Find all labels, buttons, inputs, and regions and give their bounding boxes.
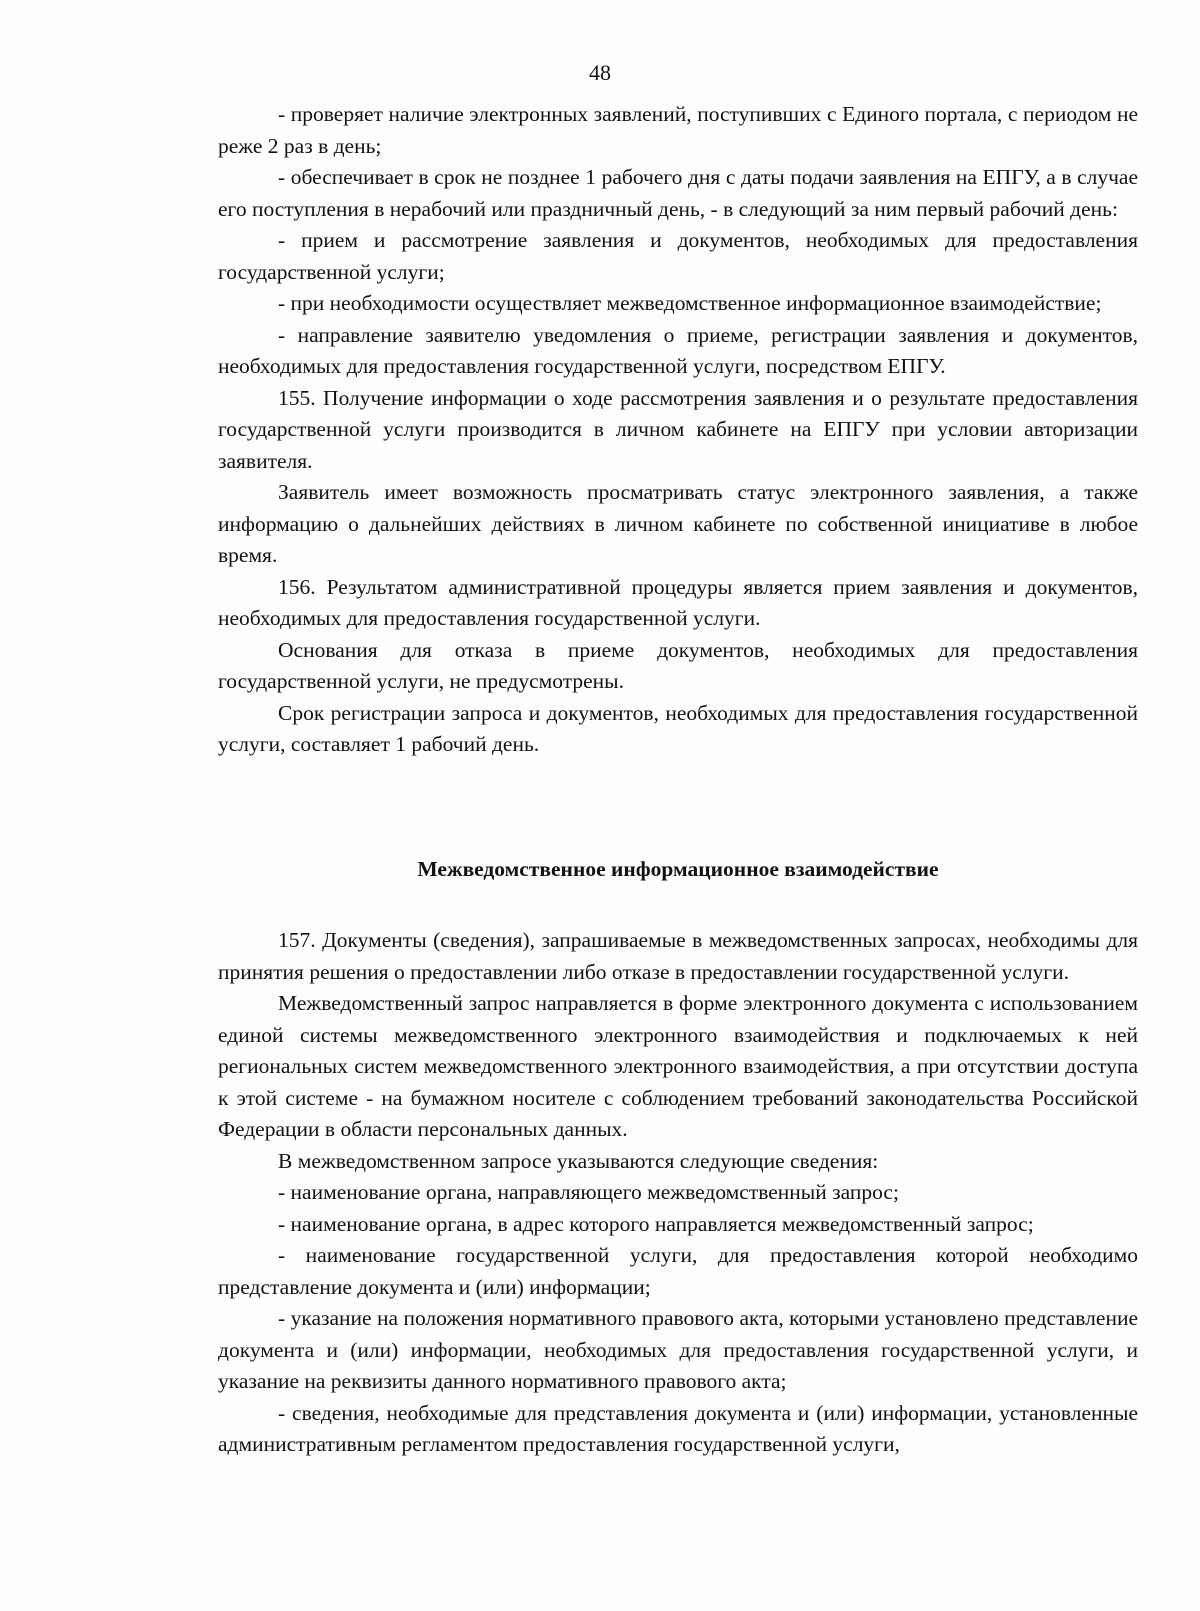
paragraph: 156. Результатом административной процедуры является прием заявления и документов, необходимых для предоставления государственной услуги. — [218, 574, 1138, 630]
paragraph: Срок регистрации запроса и документов, необходимых для предоставления государственной услуги, составляет 1 рабочий день. — [218, 700, 1138, 756]
paragraph: Межведомственный запрос направляется в форме электронного документа с использованием единой системы межведомственного электронного взаимодействия и подключаемых к ней региональных систем межведомственного электронного взаимодействия, а при отсутствии доступа к этой системе - на бумажном носителе с соблюдением требований законодательства Российской Федерации в области персональных данных. — [218, 991, 1138, 1141]
paragraph: - обеспечивает в срок не позднее 1 рабочего дня с даты подачи заявления на ЕПГУ, а в случае его поступления в нерабочий или праздничный день, - в следующий за ним первый рабочий день: — [218, 165, 1138, 221]
paragraph: - указание на положения нормативного правового акта, которыми установлено представление документа и (или) информации, необходимых для предоставления государственной услуги, и указание на реквизиты данного нормативного правового акта; — [218, 1306, 1138, 1393]
page-number: 48 — [589, 60, 611, 85]
paragraph: - проверяет наличие электронных заявлений, поступивших с Единого портала, с периодом не реже 2 раз в день; — [218, 102, 1138, 158]
text-block-bottom — [218, 925, 1138, 1461]
paragraph: Заявитель имеет возможность просматривать статус электронного заявления, а также информацию о дальнейших действиях в личном кабинете по собственной инициативе в любое время. — [218, 480, 1138, 567]
paragraph: - наименование государственной услуги, для предоставления которой необходимо представление документа и (или) информации; — [218, 1243, 1138, 1299]
paragraph: В межведомственном запросе указываются следующие сведения: — [278, 1148, 879, 1173]
paragraph: 155. Получение информации о ходе рассмотрения заявления и о результате предоставления государственной услуги производится в личном кабинете на ЕПГУ при условии авторизации заявителя. — [218, 385, 1138, 473]
paragraph: Основания для отказа в приеме документов, необходимых для предоставления государственной услуги, не предусмотрены. — [218, 637, 1138, 693]
section-heading: Межведомственное информационное взаимодействие — [417, 857, 939, 881]
paragraph: - наименование органа, направляющего межведомственный запрос; — [278, 1180, 899, 1204]
paragraph: 157. Документы (сведения), запрашиваемые в межведомственных запросах, необходимы для принятия решения о предоставлении либо отказе в предоставлении государственной услуги. — [218, 928, 1138, 984]
text-block-top — [218, 99, 1138, 761]
paragraph: - при необходимости осуществляет межведомственное информационное взаимодействие; — [278, 291, 1102, 315]
paragraph: - наименование органа, в адрес которого направляется межведомственный запрос; — [278, 1211, 1034, 1236]
paragraph: - направление заявителю уведомления о приеме, регистрации заявления и документов, необходимых для предоставления государственной услуги, посредством ЕПГУ. — [218, 322, 1138, 378]
paragraph: - прием и рассмотрение заявления и документов, необходимых для предоставления государственной услуги; — [218, 228, 1138, 284]
paragraph: - сведения, необходимые для представления документа и (или) информации, установленные административным регламентом предоставления государственной услуги, — [218, 1400, 1138, 1456]
